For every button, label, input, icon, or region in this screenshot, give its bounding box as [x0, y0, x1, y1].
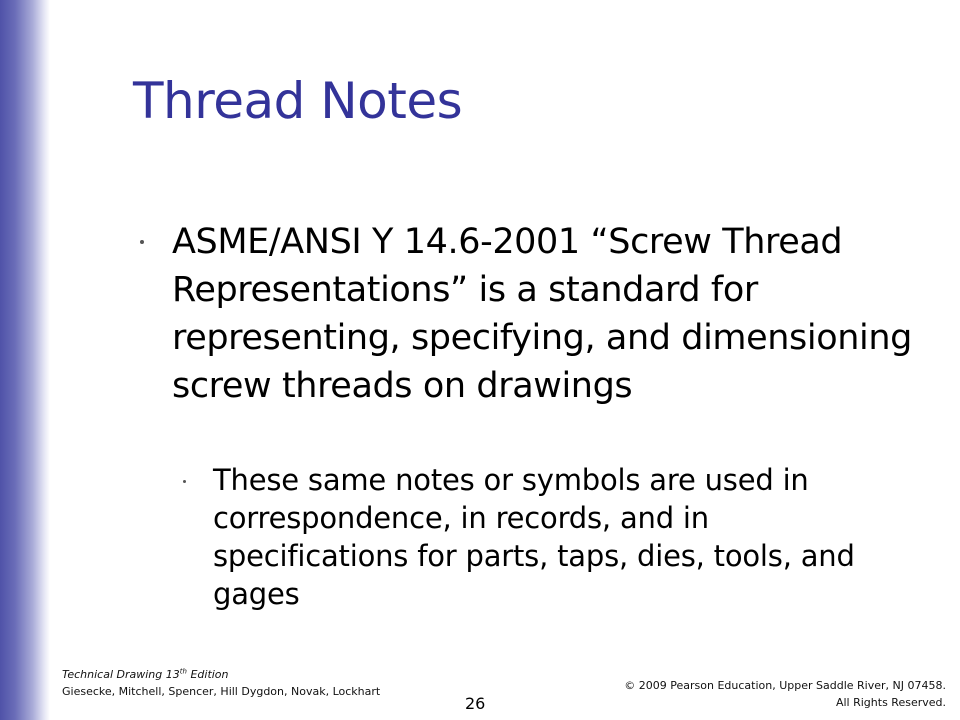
sub-bullet-item: [183, 461, 903, 613]
sub-bullet-text: These same notes or symbols are used in correspondence, in records, and in specifications for parts, taps, dies, tools, and gages: [213, 463, 855, 611]
footer-book-title-prefix: Technical Drawing 13: [62, 668, 180, 681]
sub-bullet-dot-icon: [183, 480, 186, 483]
slide-title: Thread Notes: [133, 72, 463, 130]
footer-book-title: [62, 666, 380, 683]
bullet-item: [140, 218, 930, 410]
footer-rights-line: All Rights Reserved.: [835, 696, 946, 709]
decorative-side-bar: [0, 0, 50, 720]
bullet-dot-icon: [140, 240, 144, 244]
footer-book-info: [62, 666, 380, 700]
footer-copyright: [624, 677, 946, 711]
footer-copyright-line: © 2009 Pearson Education, Upper Saddle River, NJ 07458.: [624, 679, 946, 692]
footer-authors: Giesecke, Mitchell, Spencer, Hill Dygdon, Novak, Lockhart: [62, 685, 381, 698]
page-number: 26: [465, 694, 486, 713]
footer-book-title-sup: th: [179, 667, 187, 676]
bullet-text: ASME/ANSI Y 14.6-2001 “Screw Thread Representations” is a standard for representing, specifying, and dimensioning screw threads on drawings: [172, 222, 912, 406]
footer-book-title-suffix: Edition: [186, 668, 229, 681]
